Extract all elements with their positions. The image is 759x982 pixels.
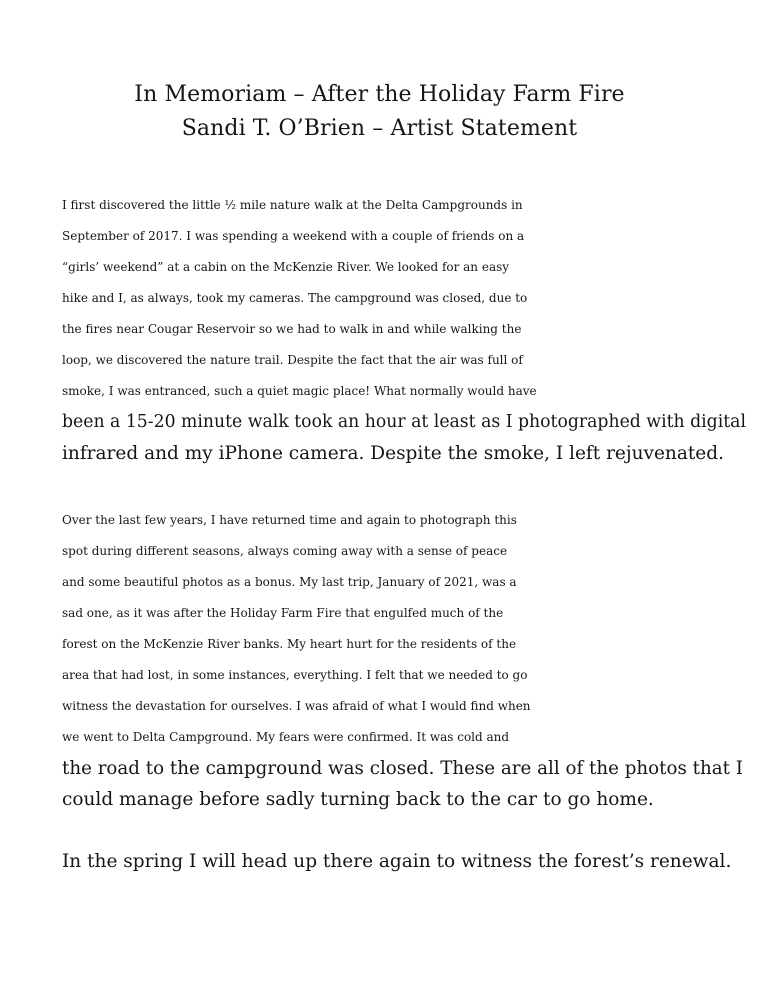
text-line: and some beautiful photos as a bonus. My last trip, January of 2021, was a <box>62 575 517 589</box>
document-header <box>0 78 759 146</box>
text-line: witness the devastation for ourselves. I was afraid of what I would find when <box>62 699 531 713</box>
text-line: the road to the campground was closed. These are all of the photos that I <box>62 758 743 779</box>
text-line: hike and I, as always, took my cameras. The campground was closed, due to <box>62 291 528 305</box>
text-line: “girls’ weekend” at a cabin on the McKenzie River. We looked for an easy <box>62 260 510 274</box>
text-line: Over the last few years, I have returned time and again to photograph this <box>62 513 517 527</box>
text-line: area that had lost, in some instances, everything. I felt that we needed to go <box>62 668 528 682</box>
paragraph-1 <box>62 190 746 469</box>
text-line: forest on the McKenzie River banks. My heart hurt for the residents of the <box>62 637 517 651</box>
text-line: September of 2017. I was spending a weekend with a couple of friends on a <box>62 229 525 243</box>
text-line: loop, we discovered the nature trail. Despite the fact that the air was full of <box>62 353 523 367</box>
text-line: been a 15-20 minute walk took an hour at least as I photographed with digital <box>62 412 746 432</box>
text-line: spot during different seasons, always coming away with a sense of peace <box>62 544 508 558</box>
paragraph-3 <box>62 846 731 877</box>
title-line-1: In Memoriam – After the Holiday Farm Fire <box>134 82 625 107</box>
paragraph-2 <box>62 505 743 815</box>
text-line: In the spring I will head up there again to witness the forest’s renewal. <box>62 851 732 872</box>
text-line: infrared and my iPhone camera. Despite the smoke, I left rejuvenated. <box>62 443 724 464</box>
text-line: smoke, I was entranced, such a quiet magic place! What normally would have <box>62 384 537 398</box>
title-line-2: Sandi T. O’Brien – Artist Statement <box>181 116 578 141</box>
text-line: we went to Delta Campground. My fears were confirmed. It was cold and <box>62 730 510 744</box>
text-line: the fires near Cougar Reservoir so we had to walk in and while walking the <box>62 322 522 336</box>
text-line: I first discovered the little ½ mile nature walk at the Delta Campgrounds in <box>62 198 523 212</box>
text-line: sad one, as it was after the Holiday Farm Fire that engulfed much of the <box>62 606 504 620</box>
text-line: could manage before sadly turning back to the car to go home. <box>62 789 654 810</box>
